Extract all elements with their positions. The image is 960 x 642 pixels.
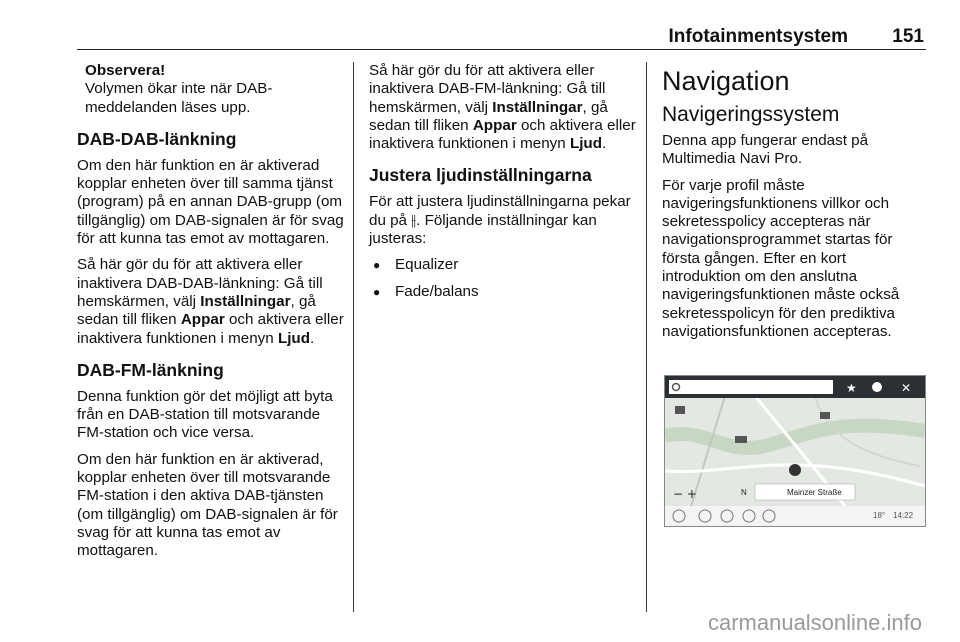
column-2 <box>369 62 637 309</box>
navigation-screen-image <box>664 375 926 527</box>
map-compass: N <box>741 488 747 497</box>
dab-fm-paragraph-3 <box>369 62 637 153</box>
page-number: 151 <box>892 26 924 47</box>
dab-fm-heading: DAB-FM-länkning <box>77 359 224 380</box>
map-street-label: Mainzer Straße <box>787 488 842 497</box>
svg-text:✕: ✕ <box>901 381 912 395</box>
sound-settings-heading: Justera ljudinställningarna <box>369 165 592 186</box>
menu-term-settings: Inställningar <box>492 98 583 116</box>
note-box <box>77 62 349 117</box>
menu-term-apps: Appar <box>472 116 517 134</box>
column-1 <box>77 62 349 569</box>
menu-term-settings: Inställningar <box>200 292 291 310</box>
menu-term-sound: Ljud <box>569 135 602 153</box>
map-illustration <box>665 376 925 526</box>
navigation-paragraph-2: För varje profil måste navigeringsfunktionens villkor och sekretesspolicy accepteras när navigationsprogrammet startas för första gången. Efter en kort introduktion om den anslutna navigeringsfunktionen måste också sekretesspolicyn för den prediktiva navigationsfunktionen accepteras. <box>662 176 900 340</box>
map-temperature: 18° <box>873 511 886 520</box>
dab-dab-heading: DAB-DAB-länkning <box>77 128 237 149</box>
header-title: Infotainmentsystem <box>668 26 848 47</box>
column-divider-2 <box>646 62 647 612</box>
navigation-heading: Navigation <box>662 66 790 96</box>
note-text: Volymen ökar inte när DAB-meddelanden läses upp. <box>85 80 273 116</box>
list-item: ● Equalizer <box>369 256 637 274</box>
text-run: och aktivera eller inaktivera funktionen i menyn <box>77 311 344 347</box>
navigation-paragraph-1: Denna app fungerar endast på Multimedia Navi Pro. <box>662 132 869 168</box>
page-header <box>77 24 926 50</box>
watermark: carmanualsonline.info <box>707 610 922 635</box>
svg-text:− +: − + <box>673 487 697 501</box>
column-3 <box>662 62 926 349</box>
note-heading: Observera! <box>85 62 166 79</box>
text-run: Så här gör du för att aktivera eller inaktivera DAB-FM-länkning: Gå till hemskärmen, välj <box>369 62 606 116</box>
text-run: Så här gör du för att aktivera eller inaktivera DAB-DAB-länkning: Gå till hemskärmen, välj <box>77 256 323 310</box>
text-run: och aktivera eller inaktivera funktionen i menyn <box>369 116 636 153</box>
text-run: . <box>310 329 315 347</box>
sound-settings-paragraph: För att justera ljudinställningarna pekar du på ⫲. Följande inställningar kan justeras: <box>369 193 631 248</box>
dab-dab-paragraph-1: Om den här funktion en är aktiverad kopplar enheten över till samma tjänst (program) på en annan DAB-grupp (om tillgänglig) om DAB-signalen är för svag för att kunna tas emot av mottagaren. <box>77 156 344 248</box>
menu-term-apps: Appar <box>180 311 225 329</box>
svg-text:★: ★ <box>846 381 857 395</box>
dab-dab-paragraph-2 <box>77 256 349 347</box>
dab-fm-paragraph-1: Denna funktion gör det möjligt att byta från en DAB-station till motsvarande FM-station och vice versa. <box>77 387 333 442</box>
list-item: ● Fade/balans <box>369 283 637 301</box>
text-run: , gå sedan till fliken <box>369 98 608 134</box>
dab-fm-paragraph-2: Om den här funktion en är aktiverad, kopplar enheten över till motsvarande FM-station i den aktiva DAB-tjänsten (om tillgänglig) om DAB-signalen är för svag för att kunna tas emot av mottagaren. <box>77 450 338 560</box>
map-clock: 14:22 <box>893 511 914 520</box>
column-divider-1 <box>353 62 354 612</box>
text-run: , gå sedan till fliken <box>77 292 316 329</box>
header-rule <box>77 49 926 50</box>
sound-settings-list <box>369 256 637 301</box>
menu-term-sound: Ljud <box>277 329 310 347</box>
navigation-system-heading: Navigeringssystem <box>662 103 840 126</box>
text-run: . <box>602 135 607 153</box>
